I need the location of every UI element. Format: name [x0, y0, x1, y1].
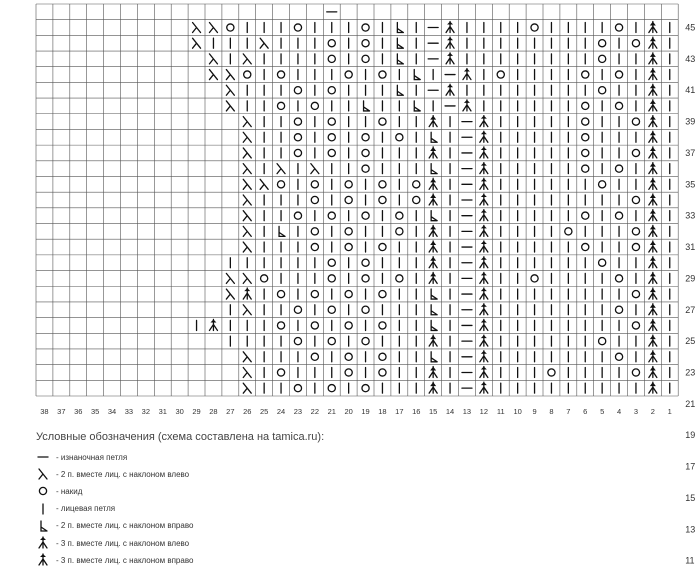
k2tog-left-symbol — [243, 242, 251, 252]
column-number: 31 — [158, 407, 167, 416]
k3tog-right-symbol — [649, 382, 657, 393]
k3tog-right-symbol — [649, 241, 657, 252]
column-number: 36 — [74, 407, 83, 416]
column-number: 34 — [107, 407, 117, 416]
k2tog-left-symbol — [209, 54, 217, 64]
yarn-over-symbol — [531, 24, 538, 31]
k2tog-left-symbol — [243, 367, 251, 377]
yarn-over-symbol — [294, 212, 301, 219]
yarn-over-symbol — [582, 102, 589, 109]
yarn-over-symbol — [311, 181, 318, 188]
k2tog-left-symbol — [243, 211, 251, 221]
yarn-over-symbol — [328, 385, 335, 392]
yarn-over-symbol — [362, 338, 369, 345]
column-number: 13 — [462, 407, 472, 416]
yarn-over-symbol — [599, 338, 606, 345]
yarn-over-symbol — [244, 71, 251, 78]
k3tog-left-symbol — [480, 304, 488, 315]
k3tog-left-icon — [36, 536, 50, 550]
k2tog-left-symbol — [243, 179, 251, 189]
column-number: 16 — [412, 407, 421, 416]
yarn-over-icon — [36, 484, 50, 498]
k2tog-right-symbol — [397, 38, 403, 48]
yarn-over-symbol — [379, 196, 386, 203]
yarn-over-symbol — [396, 212, 403, 219]
column-number: 7 — [566, 407, 571, 416]
yarn-over-symbol — [632, 196, 639, 203]
k3tog-right-symbol — [649, 194, 657, 205]
k3tog-right-symbol — [649, 288, 657, 299]
yarn-over-symbol — [599, 87, 606, 94]
yarn-over-symbol — [345, 196, 352, 203]
k2tog-left-symbol — [243, 164, 251, 174]
row-number: 37 — [685, 147, 696, 158]
k3tog-right-symbol — [649, 272, 657, 283]
legend-label: - 3 п. вместе лиц. с наклоном вправо — [56, 555, 194, 565]
k3tog-right-symbol — [649, 210, 657, 221]
yarn-over-symbol — [362, 306, 369, 313]
yarn-over-symbol — [294, 134, 301, 141]
column-number: 14 — [445, 407, 455, 416]
yarn-over-symbol — [311, 228, 318, 235]
yarn-over-symbol — [277, 322, 284, 329]
yarn-over-symbol — [311, 353, 318, 360]
k2tog-left-symbol — [243, 273, 251, 283]
yarn-over-symbol — [615, 275, 622, 282]
yarn-over-symbol — [379, 71, 386, 78]
k3tog-left-symbol — [480, 178, 488, 189]
legend-item — [36, 449, 127, 465]
k3tog-left-symbol — [480, 131, 488, 142]
yarn-over-symbol — [362, 149, 369, 156]
k3tog-right-symbol — [429, 257, 437, 268]
yarn-over-symbol — [328, 212, 335, 219]
k2tog-left-symbol — [209, 70, 217, 80]
yarn-over-symbol — [531, 275, 538, 282]
k3tog-right-symbol — [649, 178, 657, 189]
k2tog-right-symbol — [397, 23, 403, 33]
k3tog-left-symbol — [209, 319, 217, 330]
column-number: 15 — [428, 407, 438, 416]
column-number: 32 — [141, 407, 151, 416]
column-number: 9 — [532, 407, 537, 416]
legend-item — [36, 501, 115, 517]
k3tog-left-symbol — [463, 69, 471, 80]
column-number: 24 — [276, 407, 286, 416]
legend-label: - 2 п. вместе лиц. с наклоном влево — [56, 469, 190, 479]
yarn-over-symbol — [362, 40, 369, 47]
k3tog-left-symbol — [480, 272, 488, 283]
yarn-over-symbol — [379, 369, 386, 376]
k3tog-left-symbol — [446, 22, 454, 33]
yarn-over-symbol — [277, 181, 284, 188]
row-number: 33 — [685, 210, 696, 221]
k2tog-left-symbol — [243, 54, 251, 64]
k3tog-right-symbol — [429, 272, 437, 283]
k2tog-left-symbol — [243, 305, 251, 315]
yarn-over-symbol — [294, 306, 301, 313]
column-number: 19 — [361, 407, 370, 416]
yarn-over-symbol — [362, 165, 369, 172]
yarn-over-symbol — [345, 353, 352, 360]
yarn-over-symbol — [632, 243, 639, 250]
yarn-over-symbol — [379, 290, 386, 297]
k2tog-right-symbol — [364, 101, 370, 111]
k2tog-left-icon — [36, 467, 50, 481]
k2tog-right-symbol — [431, 164, 437, 174]
yarn-over-symbol — [362, 212, 369, 219]
k2tog-left-symbol — [243, 195, 251, 205]
yarn-over-symbol — [328, 259, 335, 266]
k2tog-left-symbol — [193, 38, 201, 48]
column-number: 27 — [226, 407, 235, 416]
yarn-over-symbol — [328, 40, 335, 47]
yarn-over-symbol — [413, 196, 420, 203]
column-number: 35 — [90, 407, 100, 416]
k3tog-right-symbol — [649, 37, 657, 48]
yarn-over-symbol — [328, 55, 335, 62]
yarn-over-symbol — [497, 71, 504, 78]
k3tog-left-symbol — [480, 382, 488, 393]
legend-label: - накид — [56, 486, 83, 496]
yarn-over-symbol — [582, 243, 589, 250]
yarn-over-symbol — [565, 228, 572, 235]
k2tog-right-symbol — [431, 289, 437, 299]
yarn-over-symbol — [328, 338, 335, 345]
yarn-over-symbol — [599, 259, 606, 266]
k3tog-left-symbol — [243, 288, 251, 299]
yarn-over-symbol — [632, 290, 639, 297]
k2tog-right-symbol — [431, 211, 437, 221]
column-number: 18 — [378, 407, 387, 416]
yarn-over-symbol — [345, 243, 352, 250]
row-number: 43 — [685, 53, 696, 64]
yarn-over-symbol — [277, 71, 284, 78]
k2tog-left-symbol — [243, 148, 251, 158]
yarn-over-symbol — [311, 243, 318, 250]
k3tog-right-icon — [36, 553, 50, 567]
k2tog-left-symbol — [243, 226, 251, 236]
k2tog-right-symbol — [431, 305, 437, 315]
row-number: 27 — [685, 304, 696, 315]
legend-item — [36, 535, 189, 551]
k3tog-right-symbol — [649, 304, 657, 315]
yarn-over-symbol — [599, 40, 606, 47]
column-number: 2 — [650, 407, 655, 416]
k3tog-right-symbol — [429, 194, 437, 205]
row-number: 39 — [685, 116, 696, 127]
yarn-over-symbol — [328, 134, 335, 141]
k3tog-right-symbol — [429, 116, 437, 127]
k3tog-right-symbol — [649, 69, 657, 80]
yarn-over-symbol — [615, 353, 622, 360]
yarn-over-symbol — [379, 353, 386, 360]
yarn-over-symbol — [311, 102, 318, 109]
k3tog-left-symbol — [480, 288, 488, 299]
row-number: 31 — [685, 242, 696, 253]
k2tog-right-symbol — [397, 54, 403, 64]
legend-label: - изнаночная петля — [56, 452, 128, 462]
column-number: 23 — [293, 407, 303, 416]
yarn-over-symbol — [311, 196, 318, 203]
column-number: 6 — [583, 407, 588, 416]
yarn-over-symbol — [294, 338, 301, 345]
yarn-over-symbol — [362, 385, 369, 392]
purl-stitch-icon — [36, 450, 50, 464]
k2tog-left-symbol — [311, 164, 319, 174]
yarn-over-symbol — [294, 385, 301, 392]
yarn-over-symbol — [379, 118, 386, 125]
yarn-over-symbol — [396, 134, 403, 141]
grid-lines — [36, 4, 678, 396]
row-number: 19 — [685, 430, 696, 441]
column-number: 5 — [600, 407, 605, 416]
k3tog-right-symbol — [649, 131, 657, 142]
yarn-over-symbol — [615, 212, 622, 219]
yarn-over-symbol — [615, 24, 622, 31]
k2tog-right-symbol — [414, 70, 420, 80]
yarn-over-symbol — [615, 102, 622, 109]
k2tog-right-symbol — [431, 320, 437, 330]
k2tog-right-symbol — [279, 226, 285, 236]
yarn-over-symbol — [345, 228, 352, 235]
row-number: 29 — [685, 273, 696, 284]
knit-stitch-icon — [36, 502, 50, 516]
k2tog-right-icon — [36, 519, 50, 533]
k2tog-left-symbol — [260, 38, 268, 48]
row-number: 21 — [685, 398, 696, 409]
yarn-over-symbol — [345, 71, 352, 78]
k3tog-left-symbol — [480, 194, 488, 205]
legend-label: - 2 п. вместе лиц. с наклоном вправо — [56, 521, 194, 531]
k3tog-right-symbol — [429, 178, 437, 189]
row-number: 25 — [685, 336, 696, 347]
yarn-over-symbol — [362, 55, 369, 62]
yarn-over-symbol — [582, 118, 589, 125]
row-number: 11 — [685, 555, 695, 566]
k3tog-left-symbol — [480, 241, 488, 252]
yarn-over-symbol — [599, 55, 606, 62]
k3tog-right-symbol — [649, 225, 657, 236]
column-number: 17 — [395, 407, 404, 416]
k3tog-right-symbol — [429, 225, 437, 236]
yarn-over-symbol — [632, 228, 639, 235]
yarn-over-symbol — [632, 40, 639, 47]
k2tog-left-symbol — [226, 70, 234, 80]
yarn-over-symbol — [345, 322, 352, 329]
k2tog-right-symbol — [431, 132, 437, 142]
legend-title: Условные обозначения (схема составлена на tamica.ru): — [36, 431, 325, 443]
k3tog-right-symbol — [429, 147, 437, 158]
k2tog-right-symbol — [397, 85, 403, 95]
k3tog-left-symbol — [480, 116, 488, 127]
k3tog-right-symbol — [429, 335, 437, 346]
k3tog-left-symbol — [446, 53, 454, 64]
k2tog-left-symbol — [226, 85, 234, 95]
yarn-over-symbol — [582, 71, 589, 78]
legend-item — [36, 483, 82, 499]
yarn-over-symbol — [632, 322, 639, 329]
yarn-over-symbol — [277, 290, 284, 297]
row-number: 23 — [685, 367, 696, 378]
yarn-over-symbol — [632, 149, 639, 156]
yarn-over-symbol — [379, 243, 386, 250]
legend-item — [36, 518, 193, 534]
k3tog-left-symbol — [480, 163, 488, 174]
k3tog-left-symbol — [480, 225, 488, 236]
k3tog-left-symbol — [480, 147, 488, 158]
row-number: 45 — [685, 22, 696, 33]
k2tog-left-symbol — [226, 289, 234, 299]
yarn-over-symbol — [582, 165, 589, 172]
yarn-over-symbol — [396, 228, 403, 235]
yarn-over-symbol — [294, 24, 301, 31]
yarn-over-symbol — [311, 322, 318, 329]
k3tog-right-symbol — [649, 100, 657, 111]
row-number: 35 — [685, 179, 696, 190]
k3tog-right-symbol — [429, 241, 437, 252]
k3tog-right-symbol — [649, 319, 657, 330]
row-number: 15 — [685, 492, 696, 503]
yarn-over-symbol — [345, 369, 352, 376]
k3tog-right-symbol — [649, 147, 657, 158]
k2tog-left-symbol — [226, 273, 234, 283]
k2tog-left-symbol — [260, 179, 268, 189]
yarn-over-symbol — [396, 275, 403, 282]
k2tog-left-symbol — [209, 23, 217, 33]
k2tog-left-symbol — [243, 132, 251, 142]
yarn-over-symbol — [328, 306, 335, 313]
k3tog-right-symbol — [649, 335, 657, 346]
k3tog-right-symbol — [649, 366, 657, 377]
k2tog-left-symbol — [243, 352, 251, 362]
legend-item — [36, 466, 189, 482]
yarn-over-symbol — [328, 275, 335, 282]
k3tog-left-symbol — [446, 37, 454, 48]
column-number: 38 — [40, 407, 49, 416]
column-number: 11 — [496, 407, 505, 416]
k3tog-right-symbol — [649, 163, 657, 174]
k2tog-left-symbol — [243, 383, 251, 393]
k3tog-left-symbol — [480, 351, 488, 362]
k2tog-left-symbol — [193, 23, 201, 33]
k2tog-right-symbol — [431, 352, 437, 362]
k3tog-left-symbol — [446, 84, 454, 95]
k3tog-right-symbol — [649, 351, 657, 362]
column-number: 4 — [616, 407, 622, 416]
yarn-over-symbol — [227, 24, 234, 31]
row-number: 17 — [685, 461, 696, 472]
column-number: 28 — [209, 407, 218, 416]
k3tog-right-symbol — [429, 382, 437, 393]
yarn-over-symbol — [311, 290, 318, 297]
yarn-over-symbol — [582, 134, 589, 141]
k2tog-right-symbol — [414, 101, 420, 111]
k2tog-left-symbol — [226, 101, 234, 111]
yarn-over-symbol — [379, 181, 386, 188]
column-number: 37 — [57, 407, 66, 416]
k2tog-left-symbol — [277, 164, 285, 174]
yarn-over-symbol — [615, 71, 622, 78]
yarn-over-symbol — [362, 24, 369, 31]
yarn-over-symbol — [632, 369, 639, 376]
k2tog-left-symbol — [243, 117, 251, 127]
yarn-over-symbol — [328, 118, 335, 125]
yarn-over-symbol — [328, 149, 335, 156]
k3tog-right-symbol — [649, 53, 657, 64]
yarn-over-symbol — [277, 369, 284, 376]
row-number: 41 — [685, 85, 696, 96]
column-number: 12 — [479, 407, 489, 416]
column-number: 1 — [667, 407, 672, 416]
yarn-over-symbol — [582, 149, 589, 156]
column-number: 10 — [513, 407, 522, 416]
k3tog-left-symbol — [480, 335, 488, 346]
k3tog-right-symbol — [649, 84, 657, 95]
k3tog-left-symbol — [480, 210, 488, 221]
column-number: 22 — [310, 407, 320, 416]
yarn-over-symbol — [294, 118, 301, 125]
k3tog-right-symbol — [649, 116, 657, 127]
row-number: 13 — [685, 524, 696, 535]
k3tog-right-symbol — [429, 366, 437, 377]
k3tog-right-symbol — [649, 22, 657, 33]
legend-item — [36, 552, 193, 568]
column-number: 25 — [259, 407, 269, 416]
yarn-over-symbol — [294, 149, 301, 156]
column-number: 20 — [344, 407, 353, 416]
k3tog-left-symbol — [480, 257, 488, 268]
yarn-over-symbol — [548, 369, 555, 376]
column-number: 29 — [192, 407, 201, 416]
column-number: 26 — [243, 407, 252, 416]
k3tog-left-symbol — [463, 100, 471, 111]
yarn-over-symbol — [413, 181, 420, 188]
yarn-over-symbol — [345, 290, 352, 297]
yarn-over-symbol — [362, 134, 369, 141]
legend-label: - 3 п. вместе лиц. с наклоном влево — [56, 538, 190, 548]
yarn-over-symbol — [615, 306, 622, 313]
column-number: 33 — [124, 407, 134, 416]
yarn-over-symbol — [599, 181, 606, 188]
column-number: 8 — [549, 407, 554, 416]
column-number: 30 — [175, 407, 184, 416]
column-number: 3 — [633, 407, 639, 416]
yarn-over-symbol — [379, 322, 386, 329]
k3tog-left-symbol — [480, 319, 488, 330]
column-number: 21 — [327, 407, 336, 416]
k3tog-right-symbol — [649, 257, 657, 268]
yarn-over-symbol — [345, 181, 352, 188]
yarn-over-symbol — [362, 275, 369, 282]
yarn-over-symbol — [261, 275, 268, 282]
yarn-over-symbol — [328, 87, 335, 94]
legend-label: - лицевая петля — [56, 504, 116, 514]
yarn-over-symbol — [362, 259, 369, 266]
yarn-over-symbol — [294, 87, 301, 94]
yarn-over-symbol — [615, 165, 622, 172]
k3tog-left-symbol — [480, 366, 488, 377]
yarn-over-symbol — [582, 212, 589, 219]
yarn-over-symbol — [277, 102, 284, 109]
yarn-over-symbol — [632, 118, 639, 125]
